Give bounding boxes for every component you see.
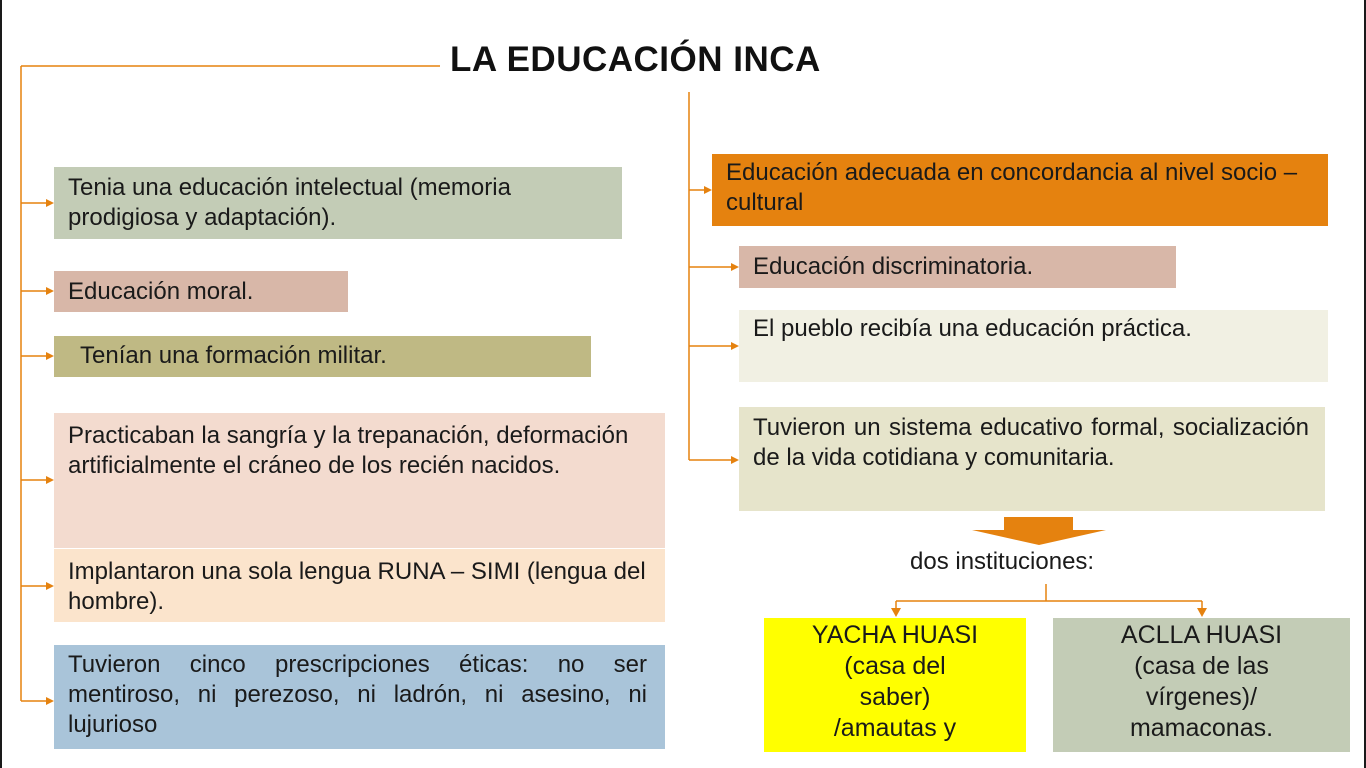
arrowhead <box>731 456 739 464</box>
right-item-adequate: Educación adecuada en concordancia al nivel socio – cultural <box>712 154 1328 226</box>
arrowhead <box>731 263 739 271</box>
institutions-label: dos instituciones: <box>910 548 1095 575</box>
institution-line: mamaconas. <box>1129 714 1274 742</box>
institution-line: (casa de las <box>1134 652 1269 680</box>
institution-line: (casa del <box>844 652 946 680</box>
diagram-title: LA EDUCACIÓN INCA <box>450 40 821 79</box>
left-item-military: Tenían una formación militar. <box>54 336 591 377</box>
institution-yacha-huasi <box>764 618 1026 752</box>
arrowhead <box>46 582 54 590</box>
left-item-intellectual: Tenia una educación intelectual (memoria prodigiosa y adaptación). <box>54 167 622 239</box>
arrowhead <box>46 697 54 705</box>
institution-line: ACLLA HUASI <box>1120 621 1283 649</box>
left-item-moral: Educación moral. <box>54 271 348 312</box>
institution-line: YACHA HUASI <box>811 621 979 649</box>
arrowhead <box>704 186 712 194</box>
arrowhead <box>46 287 54 295</box>
institution-aclla-huasi <box>1053 618 1350 752</box>
left-item-ethics: Tuvieron cinco prescripciones éticas: no ser mentiroso, ni perezoso, ni ladrón, ni asesino, ni lujurioso <box>54 645 665 749</box>
down-arrow-icon <box>972 517 1106 545</box>
left-item-language: Implantaron una sola lengua RUNA – SIMI (lengua del hombre). <box>54 549 665 622</box>
institution-line: vírgenes)/ <box>1145 683 1258 711</box>
institution-line: /amautas y <box>833 714 957 742</box>
right-item-formal-system: Tuvieron un sistema educativo formal, socialización de la vida cotidiana y comunitaria. <box>739 407 1325 511</box>
arrowhead <box>891 608 901 617</box>
institution-line: saber) <box>859 683 931 711</box>
arrowhead <box>1197 608 1207 617</box>
arrowhead <box>46 352 54 360</box>
left-item-medicine: Practicaban la sangría y la trepanación, deformación artificialmente el cráneo de los recién nacidos. <box>54 413 665 548</box>
right-item-discriminatory: Educación discriminatoria. <box>739 246 1176 288</box>
right-item-practical: El pueblo recibía una educación práctica. <box>739 310 1328 382</box>
arrowhead <box>46 199 54 207</box>
arrowhead <box>46 476 54 484</box>
arrowhead <box>731 342 739 350</box>
